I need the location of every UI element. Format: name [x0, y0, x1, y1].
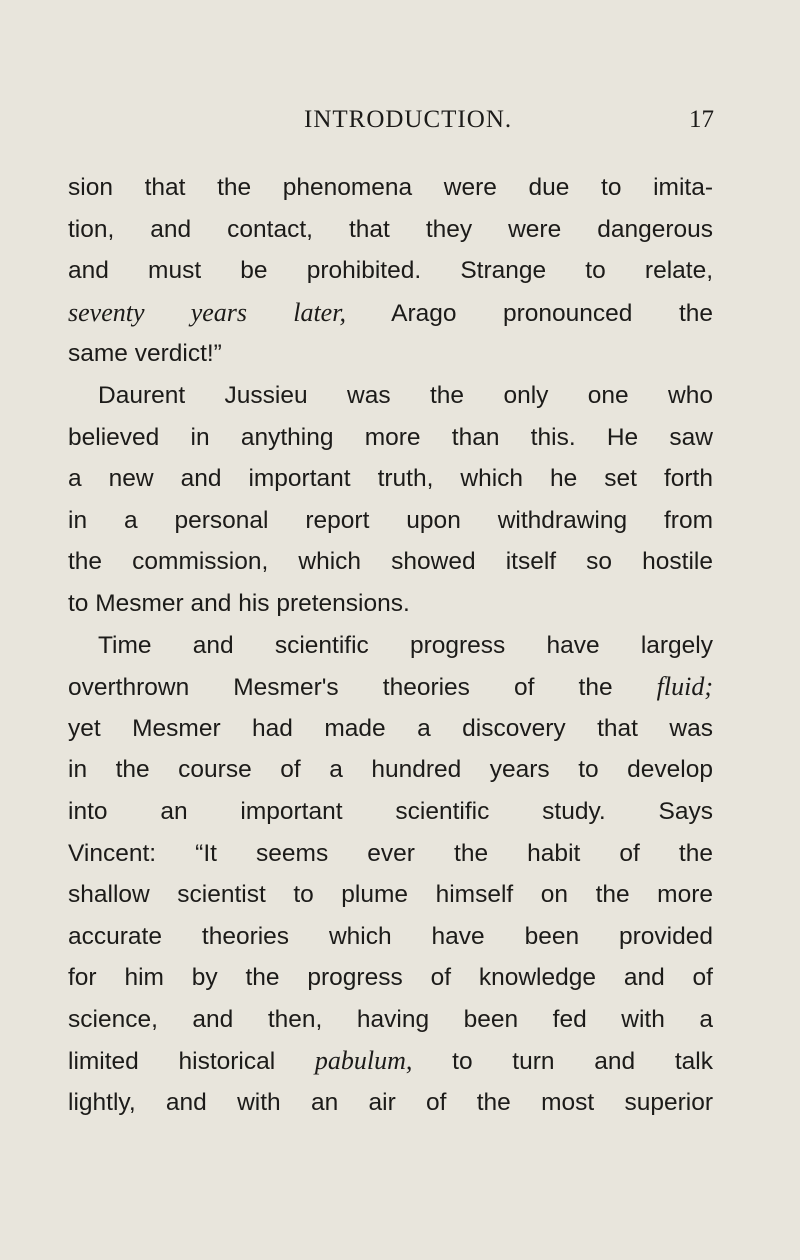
text-line [68, 292, 713, 334]
text-line [68, 541, 713, 583]
line-text: limited historical [68, 1048, 315, 1076]
text-line [68, 250, 713, 292]
line-text: lightly, and with an air of the most superior [68, 1089, 713, 1117]
italic-phrase: pabulum, [314, 1046, 413, 1076]
text-line [68, 500, 713, 542]
line-text: in a personal report upon withdrawing from [68, 506, 713, 534]
text-line [68, 999, 713, 1041]
line-text: accurate theories which have been provided [68, 922, 713, 950]
line-text: a new and important truth, which he set forth [68, 465, 713, 493]
text-line [68, 957, 713, 999]
text-line [68, 749, 713, 791]
line-text: yet Mesmer had made a discovery that was [68, 714, 713, 742]
text-line [68, 666, 713, 708]
text-line [68, 417, 713, 459]
italic-phrase: fluid; [656, 672, 713, 702]
body-text [68, 167, 713, 1124]
text-line [68, 874, 713, 916]
text-line [68, 333, 713, 375]
line-text: tion, and contact, that they were dangerous [68, 215, 713, 243]
text-line [68, 833, 713, 875]
line-text: Arago pronounced the [345, 299, 714, 327]
line-text: same verdict!” [68, 340, 222, 368]
line-text: Vincent: “It seems ever the habit of the [68, 839, 713, 867]
line-text: and must be prohibited. Strange to relate, [68, 257, 713, 285]
line-text: shallow scientist to plume himself on the more [68, 881, 713, 909]
line-text: into an important scientific study. Says [68, 797, 713, 825]
line-text: to Mesmer and his pretensions. [68, 589, 410, 617]
line-text: Time and scientific progress have largely [98, 631, 713, 659]
italic-phrase: seventy years later, [68, 297, 346, 327]
line-text: sion that the phenomena were due to imita- [68, 174, 713, 201]
text-line [68, 209, 713, 251]
line-text: science, and then, having been fed with a [68, 1005, 713, 1033]
line-text: the commission, which showed itself so hostile [68, 548, 713, 576]
line-text: to turn and talk [412, 1048, 713, 1076]
text-line [68, 167, 713, 209]
text-line [68, 1040, 713, 1082]
text-line [68, 791, 713, 833]
text-line [68, 625, 713, 667]
text-line [68, 458, 713, 500]
page-number: 17 [689, 106, 714, 133]
line-text: believed in anything more than this. He saw [68, 423, 713, 451]
line-text: Daurent Jussieu was the only one who [98, 381, 713, 409]
line-text: overthrown Mesmer's theories of the [68, 674, 657, 702]
text-line [68, 1082, 713, 1124]
text-line [68, 583, 713, 625]
page-header [0, 100, 800, 140]
line-text: in the course of a hundred years to develop [68, 756, 713, 784]
running-head: INTRODUCTION. [304, 106, 513, 133]
line-text: for him by the progress of knowledge and of [68, 964, 713, 992]
text-line [68, 375, 713, 417]
text-line [68, 916, 713, 958]
text-line [68, 708, 713, 750]
